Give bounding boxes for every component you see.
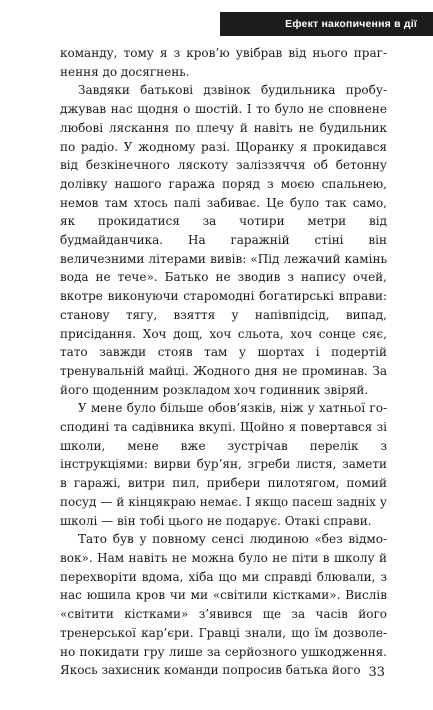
- paragraph: Завдяки батькові дзвінок будильника пробуджував нас щодня о шостій. І то було не сповнене любові ляскання по плечу й навіть не будильник по радіо. У жодному разі. Щоранку я прокидався від безкінечного ляскоту заліззяччя об бетонну долівку нашого гаража поряд з моєю спальнею, немов там хтось палі забиває. Це було так само, як прокидатися за чотири метри від будмайданчика. На гаражній стіні він величезними літерами вивів: «Під лежачий камінь вода не тече». Батько не зводив з напису очей, вкотре виконуючи старомодні богатирські вправи: станову тягу, взяття у напівпідсід, випад, присідання. Хоч дощ, хоч сльота, хоч сонце сяє, тато завжди стояв там у шортах і подертій тренувальній майці. Жодного дня не проминав. За його щоденним розкладом хоч годинник звіряй.: [60, 83, 387, 397]
- running-header: [220, 12, 433, 36]
- paragraph: У мене було більше обов’язків, ніж у хатньої господині та садівника вкупі. Щойно я повертався зі школи, мене вже зустрічав перелік з інструкціями: вирви бур’ян, згреби листя, замети в гаражі, витри пил, прибери пилотягом, помий посуд — й кінцякраю немає. І якщо пасеш задніх у школі — він тобі цього не подарує. Отакі справи.: [60, 401, 387, 528]
- paragraph-continued: команду, тому я з кров’ю увібрав від нього прагнення до досягнень.: [60, 46, 387, 79]
- running-title: Ефект накопичення в дії: [285, 18, 417, 30]
- body-text: [60, 44, 387, 680]
- paragraph: Тато був у повному сенсі людиною «без відмовок». Нам навіть не можна було не піти в школу й перехворіти вдома, хіба що ми справді блювали, з нас юшила кров чи ми «світили кістками». Вислів «світити кістками» з’явився ще за часів його тренерської кар’єри. Гравці знали, що їм дозволено покидати гру лише за серйозного ушкодження. Якось захисник команди попросив батька його: [60, 532, 387, 678]
- page-number: 33: [368, 665, 385, 680]
